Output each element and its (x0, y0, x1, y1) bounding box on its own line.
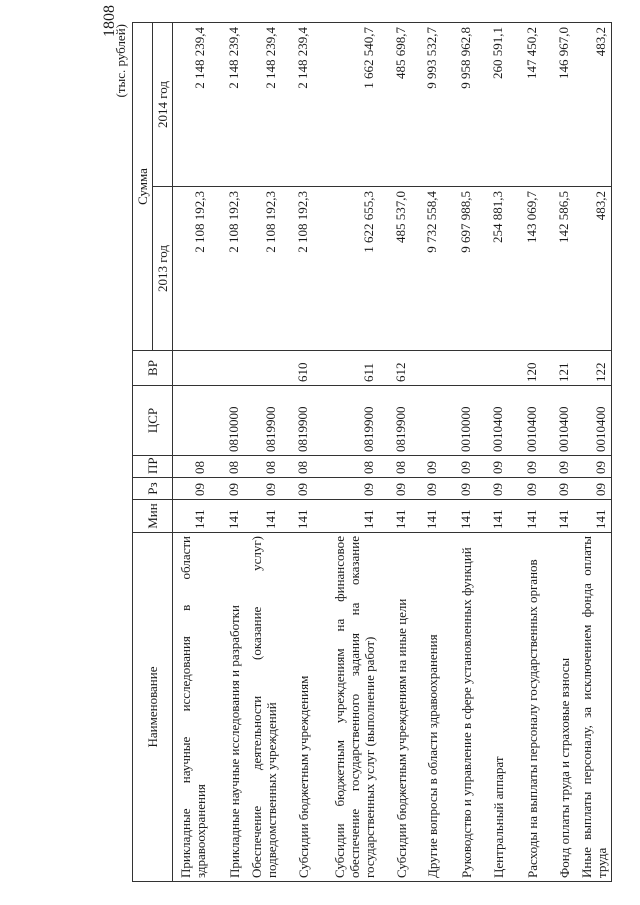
cell-csr: 0819900 (379, 386, 411, 456)
table-row (210, 23, 244, 882)
cell-csr: 0819900 (313, 386, 379, 456)
cell-pr: 09 (508, 456, 542, 478)
table-row (173, 23, 211, 882)
cell-vr (244, 351, 281, 386)
cell-pr: 08 (313, 456, 379, 478)
cell-pr: 08 (210, 456, 244, 478)
table-row (574, 23, 612, 882)
table-body (173, 23, 612, 882)
cell-min: 141 (442, 500, 476, 533)
cell-y2013: 483,2 (574, 187, 612, 351)
cell-y2013: 9 697 988,5 (442, 187, 476, 351)
header-csr: ЦСР (133, 386, 173, 456)
cell-min: 141 (313, 500, 379, 533)
cell-y2013: 2 108 192,3 (173, 187, 211, 351)
cell-min: 141 (542, 500, 574, 533)
cell-name: Субсидии бюджетным учреждениям (281, 533, 313, 882)
cell-name: Субсидии бюджетным учреждениям на иные цели (379, 533, 411, 882)
cell-name: Центральный аппарат (476, 533, 508, 882)
cell-csr: 0010000 (442, 386, 476, 456)
cell-y2013: 2 108 192,3 (244, 187, 281, 351)
cell-y2014: 485 698,7 (379, 23, 411, 187)
unit-note: (тыс. рублей) (113, 24, 128, 98)
cell-y2013: 485 537,0 (379, 187, 411, 351)
cell-min: 141 (508, 500, 542, 533)
cell-rz: 09 (210, 478, 244, 500)
cell-y2014: 2 148 239,4 (210, 23, 244, 187)
table-row (313, 23, 379, 882)
cell-csr: 0010400 (542, 386, 574, 456)
table-row (442, 23, 476, 882)
table-row (411, 23, 443, 882)
cell-rz: 09 (542, 478, 574, 500)
cell-min: 141 (173, 500, 211, 533)
cell-y2013: 254 881,3 (476, 187, 508, 351)
page-number: 1808 (101, 5, 118, 37)
cell-rz: 09 (244, 478, 281, 500)
cell-vr: 611 (313, 351, 379, 386)
table-row (244, 23, 281, 882)
cell-csr: 0010400 (476, 386, 508, 456)
cell-rz: 09 (173, 478, 211, 500)
header-vr: ВР (133, 351, 173, 386)
cell-name: Руководство и управление в сфере установленных функций (442, 533, 476, 882)
cell-min: 141 (574, 500, 612, 533)
cell-pr: 09 (542, 456, 574, 478)
cell-rz: 09 (411, 478, 443, 500)
cell-name: Прикладные научные исследования и разработки (210, 533, 244, 882)
cell-min: 141 (379, 500, 411, 533)
table-row (542, 23, 574, 882)
cell-rz: 09 (574, 478, 612, 500)
cell-y2014: 260 591,1 (476, 23, 508, 187)
budget-table (132, 22, 612, 882)
cell-y2014: 146 967,0 (542, 23, 574, 187)
cell-name: Расходы на выплаты персоналу государственных органов (508, 533, 542, 882)
cell-name: Прикладные научные исследования в области здравоохранения (173, 533, 211, 882)
cell-csr (173, 386, 211, 456)
cell-csr: 0810000 (210, 386, 244, 456)
cell-min: 141 (244, 500, 281, 533)
rotated-page (100, 5, 615, 882)
cell-min: 141 (476, 500, 508, 533)
cell-rz: 09 (313, 478, 379, 500)
cell-vr (173, 351, 211, 386)
cell-csr: 0819900 (281, 386, 313, 456)
cell-y2014: 1 662 540,7 (313, 23, 379, 187)
cell-csr: 0010400 (508, 386, 542, 456)
table-row (508, 23, 542, 882)
cell-y2013: 142 586,5 (542, 187, 574, 351)
table-row (379, 23, 411, 882)
header-2014: 2014 год (153, 23, 173, 187)
cell-rz: 09 (508, 478, 542, 500)
cell-y2013: 143 069,7 (508, 187, 542, 351)
cell-y2014: 2 148 239,4 (244, 23, 281, 187)
cell-vr: 122 (574, 351, 612, 386)
cell-y2014: 9 993 532,7 (411, 23, 443, 187)
cell-min: 141 (210, 500, 244, 533)
header-sum: Сумма (133, 23, 153, 351)
cell-rz: 09 (476, 478, 508, 500)
cell-y2014: 9 958 962,8 (442, 23, 476, 187)
header-name: Наименование (133, 533, 173, 882)
cell-pr: 09 (476, 456, 508, 478)
cell-y2014: 483,2 (574, 23, 612, 187)
header-min: Мин (133, 500, 173, 533)
cell-y2013: 2 108 192,3 (281, 187, 313, 351)
cell-rz: 09 (379, 478, 411, 500)
cell-y2013: 1 622 655,3 (313, 187, 379, 351)
cell-csr (411, 386, 443, 456)
cell-min: 141 (411, 500, 443, 533)
cell-name: Обеспечение деятельности (оказание услуг) подведомственных учреждений (244, 533, 281, 882)
cell-vr: 612 (379, 351, 411, 386)
table-row (476, 23, 508, 882)
cell-y2014: 2 148 239,4 (173, 23, 211, 187)
cell-name: Иные выплаты персоналу, за исключением фонда оплаты труда (574, 533, 612, 882)
cell-vr: 120 (508, 351, 542, 386)
cell-csr: 0010400 (574, 386, 612, 456)
cell-pr: 08 (379, 456, 411, 478)
cell-pr: 09 (574, 456, 612, 478)
cell-vr (442, 351, 476, 386)
cell-y2013: 9 732 558,4 (411, 187, 443, 351)
cell-rz: 09 (281, 478, 313, 500)
cell-pr: 09 (411, 456, 443, 478)
cell-name: Другие вопросы в области здравоохранения (411, 533, 443, 882)
cell-pr: 09 (442, 456, 476, 478)
cell-rz: 09 (442, 478, 476, 500)
cell-vr (210, 351, 244, 386)
cell-y2013: 2 108 192,3 (210, 187, 244, 351)
cell-pr: 08 (173, 456, 211, 478)
cell-name: Фонд оплаты труда и страховые взносы (542, 533, 574, 882)
cell-name: Субсидии бюджетным учреждениям на финансовое обеспечение государственного задания на оказание государственных услуг (выполнение работ) (313, 533, 379, 882)
cell-min: 141 (281, 500, 313, 533)
header-rz: Рз (133, 478, 173, 500)
cell-y2014: 147 450,2 (508, 23, 542, 187)
header-pr: ПР (133, 456, 173, 478)
cell-vr (411, 351, 443, 386)
cell-pr: 08 (281, 456, 313, 478)
header-2013: 2013 год (153, 187, 173, 351)
cell-csr: 0819900 (244, 386, 281, 456)
cell-pr: 08 (244, 456, 281, 478)
cell-y2014: 2 148 239,4 (281, 23, 313, 187)
cell-vr: 610 (281, 351, 313, 386)
cell-vr (476, 351, 508, 386)
cell-vr: 121 (542, 351, 574, 386)
table-row (281, 23, 313, 882)
